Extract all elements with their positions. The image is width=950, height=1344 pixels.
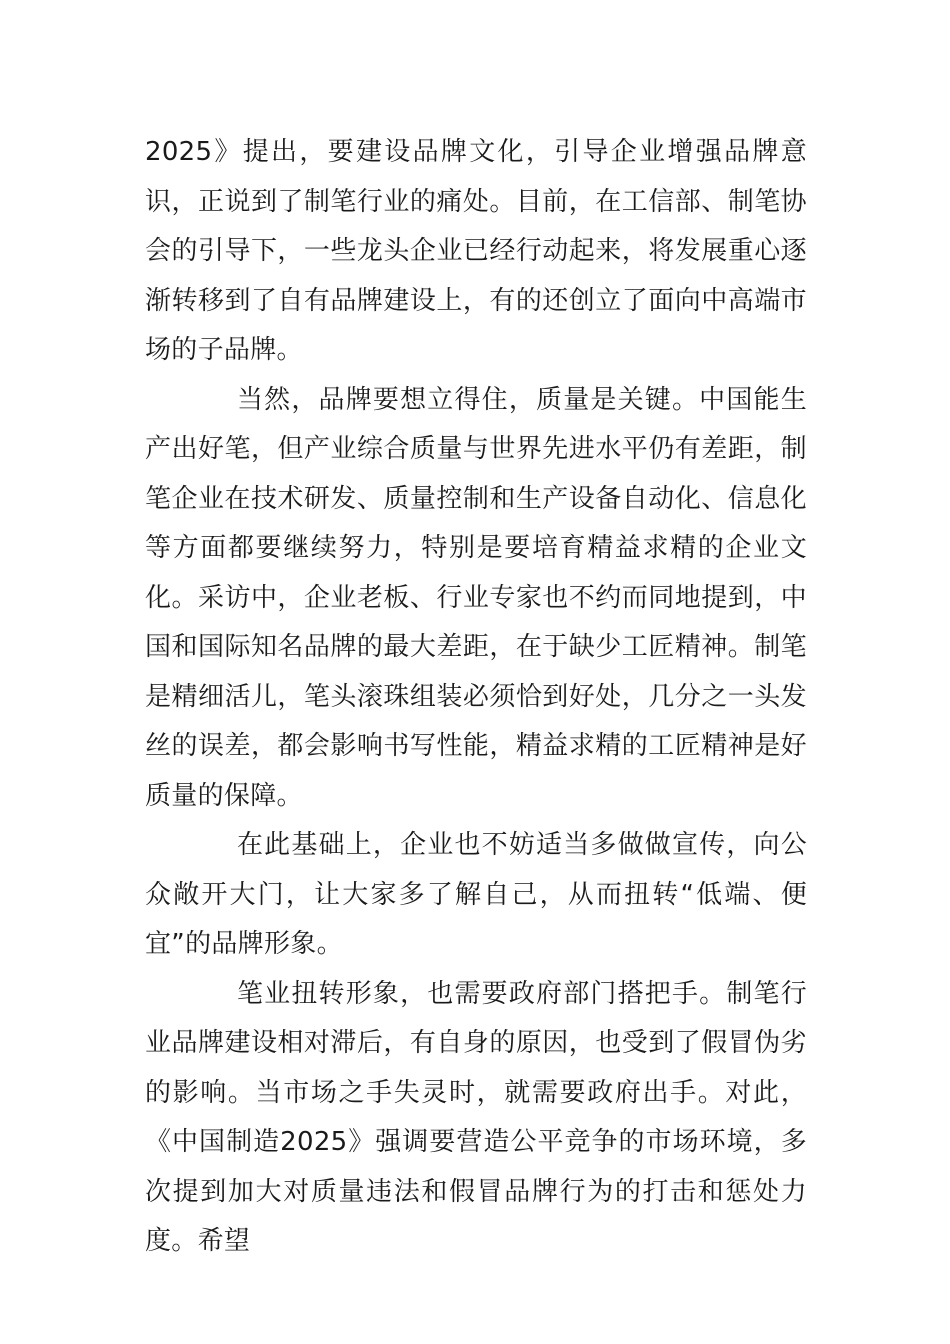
article-body [145, 128, 807, 1267]
paragraph-4: 笔业扭转形象，也需要政府部门搭把手。制笔行业品牌建设相对滞后，有自身的原因，也受到了假冒伪劣的影响。当市场之手失灵时，就需要政府出手。对此，《中国制造2025》强调要营造公平竞争的市场环境，多次提到加大对质量违法和假冒品牌行为的打击和惩处力度。希望 [145, 978, 807, 1256]
paragraph-1: 2025》提出，要建设品牌文化，引导企业增强品牌意识，正说到了制笔行业的痛处。目前，在工信部、制笔协会的引导下，一些龙头企业已经行动起来，将发展重心逐渐转移到了自有品牌建设上，有的还创立了面向中高端市场的子品牌。 [145, 137, 807, 365]
paragraph-2: 当然，品牌要想立得住，质量是关键。中国能生产出好笔，但产业综合质量与世界先进水平仍有差距，制笔企业在技术研发、质量控制和生产设备自动化、信息化等方面都要继续努力，特别是要培育精益求精的企业文化。采访中，企业老板、行业专家也不约而同地提到，中国和国际知名品牌的最大差距，在于缺少工匠精神。制笔是精细活儿，笔头滚珠组装必须恰到好处，几分之一头发丝的误差，都会影响书写性能，精益求精的工匠精神是好质量的保障。 [145, 384, 807, 811]
paragraph-3: 在此基础上，企业也不妨适当多做做宣传，向公众敞开大门，让大家多了解自己，从而扭转“低端、便宜”的品牌形象。 [145, 830, 807, 959]
